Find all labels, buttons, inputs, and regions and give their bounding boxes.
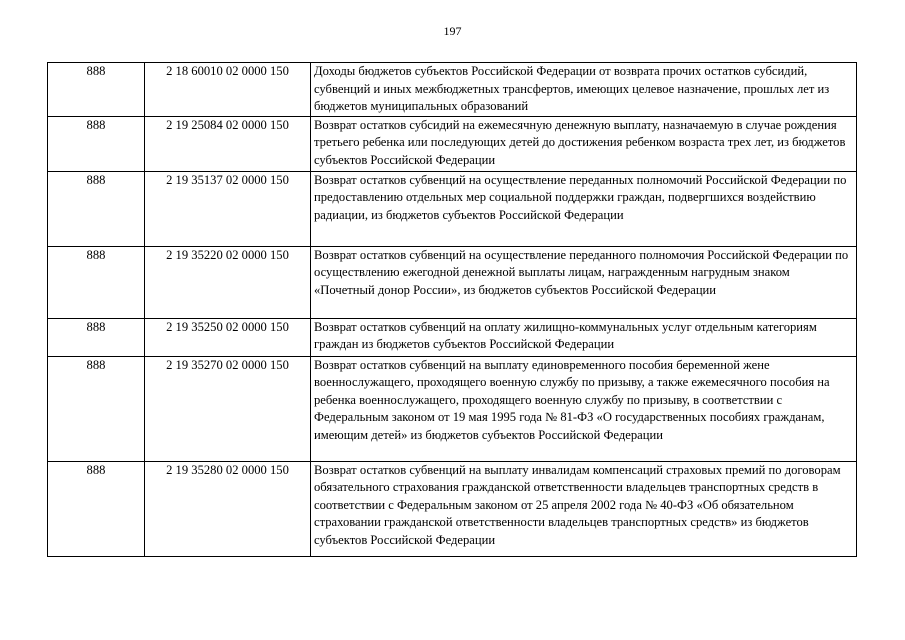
name-cell: Возврат остатков субвенций на выплату единовременного пособия беременной жене военнослужащего, проходящего военную службу по призыву, а также ежемесячного пособия на ребенка военнослужащего, проходящего военную службу по призыву, в соответствии с Федеральным законом от 19 мая 1995 года № 81-ФЗ «О государственных пособиях гражданам, имеющим детей» из бюджетов субъектов Российской Федерации	[311, 356, 857, 461]
admin-code-cell: 888	[48, 246, 145, 318]
admin-code-cell: 888	[48, 63, 145, 117]
table-row	[48, 246, 857, 318]
budget-code-cell: 2 19 35220 02 0000 150	[145, 246, 311, 318]
admin-code-cell: 888	[48, 356, 145, 461]
admin-code-cell: 888	[48, 461, 145, 556]
table-row	[48, 318, 857, 356]
name-cell: Возврат остатков субвенций на оплату жилищно-коммунальных услуг отдельным категориям граждан из бюджетов субъектов Российской Федерации	[311, 318, 857, 356]
table-row	[48, 116, 857, 171]
budget-code-cell: 2 19 35280 02 0000 150	[145, 461, 311, 556]
admin-code-cell: 888	[48, 171, 145, 246]
page-number: 197	[443, 24, 462, 38]
table-row	[48, 356, 857, 461]
name-cell: Доходы бюджетов субъектов Российской Федерации от возврата прочих остатков субсидий, субвенций и иных межбюджетных трансфертов, имеющих целевое назначение, прошлых лет из бюджетов муниципальных образований	[311, 63, 857, 117]
table-row	[48, 461, 857, 556]
name-cell: Возврат остатков субсидий на ежемесячную денежную выплату, назначаемую в случае рождения третьего ребенка или последующих детей до достижения ребенком возраста трех лет, из бюджетов субъектов Российской Федерации	[311, 116, 857, 171]
budget-classification-table	[47, 62, 857, 557]
budget-code-cell: 2 19 35137 02 0000 150	[145, 171, 311, 246]
name-cell: Возврат остатков субвенций на осуществление переданного полномочия Российской Федерации по осуществлению ежегодной денежной выплаты лицам, награжденным нагрудным знаком «Почетный донор России», из бюджетов субъектов Российской Федерации	[311, 246, 857, 318]
name-cell: Возврат остатков субвенций на осуществление переданных полномочий Российской Федерации по предоставлению отдельных мер социальной поддержки граждан, подвергшихся воздействию радиации, из бюджетов субъектов Российской Федерации	[311, 171, 857, 246]
table-row	[48, 171, 857, 246]
budget-code-cell: 2 18 60010 02 0000 150	[145, 63, 311, 117]
budget-code-cell: 2 19 25084 02 0000 150	[145, 116, 311, 171]
table-row	[48, 63, 857, 117]
budget-code-cell: 2 19 35250 02 0000 150	[145, 318, 311, 356]
name-cell: Возврат остатков субвенций на выплату инвалидам компенсаций страховых премий по договорам обязательного страхования гражданской ответственности владельцев транспортных средств в соответствии с Федеральным законом от 25 апреля 2002 года № 40-ФЗ «Об обязательном страховании гражданской ответственности владельцев транспортных средств» из бюджетов субъектов Российской Федерации	[311, 461, 857, 556]
budget-code-cell: 2 19 35270 02 0000 150	[145, 356, 311, 461]
admin-code-cell: 888	[48, 116, 145, 171]
admin-code-cell: 888	[48, 318, 145, 356]
